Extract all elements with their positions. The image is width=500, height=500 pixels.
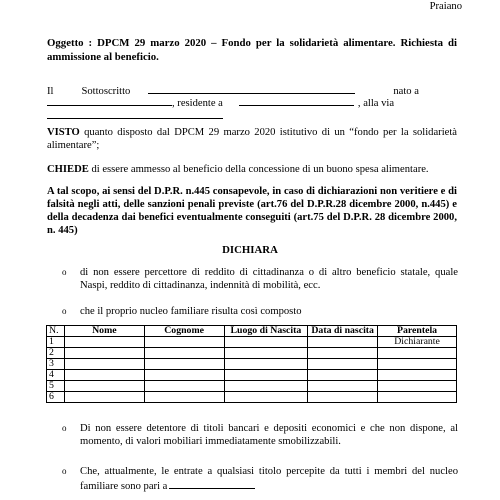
chiede-paragraph <box>47 163 457 176</box>
col-header-n: N. <box>47 326 65 337</box>
alla-via-label: , alla via <box>357 98 395 109</box>
bullet-no-income: di non essere percettore di reddito di cittadinanza o di altro beneficio statale, quale Naspi, reddito di cittadinanza, indennità di mobilità, ecc. <box>80 267 458 291</box>
il-label: Il <box>47 86 54 97</box>
cell-number: 2 <box>47 348 65 359</box>
nato-a-label: nato a <box>393 86 419 97</box>
cell-parentela[interactable] <box>378 381 457 392</box>
bullet-marker: o <box>62 466 67 476</box>
cell-cognome[interactable] <box>144 348 224 359</box>
table-row <box>47 359 457 370</box>
cell-number: 3 <box>47 359 65 370</box>
bullet-marker: o <box>62 306 67 316</box>
chiede-text: di essere ammesso al beneficio della concessione di un buono spesa alimentare. <box>88 164 429 175</box>
residente-label: , residente a <box>172 98 223 109</box>
subject-line: Oggetto : DPCM 29 marzo 2020 – Fondo per la solidarietà alimentare. Richiesta di ammissione al beneficio. <box>47 37 457 63</box>
cell-parentela[interactable]: Dichiarante <box>378 337 457 348</box>
family-table <box>46 325 457 403</box>
bullet-marker: o <box>62 267 67 277</box>
table-row <box>47 392 457 403</box>
cell-number: 6 <box>47 392 65 403</box>
birthplace-blank[interactable] <box>47 95 172 106</box>
col-header-luogo: Luogo di Nascita <box>224 326 308 337</box>
col-header-parentela: Parentela <box>378 326 457 337</box>
table-row <box>47 370 457 381</box>
cell-number: 1 <box>47 337 65 348</box>
chiede-lead: CHIEDE <box>47 164 89 175</box>
bullet-marker: o <box>62 423 67 433</box>
sottoscritto-label: Sottoscritto <box>81 86 131 97</box>
cell-nome[interactable] <box>64 337 144 348</box>
cell-luogo[interactable] <box>224 337 308 348</box>
bullet-no-bank-assets: Di non essere detentore di titoli bancari e depositi economici e che non dispone, al momento, di valori mobiliari immediatamente smobilizzabili. <box>80 423 458 447</box>
cell-luogo[interactable] <box>224 381 308 392</box>
dichiara-heading: DICHIARA <box>222 244 278 256</box>
cell-nome[interactable] <box>64 348 144 359</box>
col-header-nome: Nome <box>64 326 144 337</box>
table-row <box>47 381 457 392</box>
table-header-row <box>47 326 457 337</box>
cell-number: 4 <box>47 370 65 381</box>
cell-luogo[interactable] <box>224 392 308 403</box>
cell-nome[interactable] <box>64 370 144 381</box>
bullet-family-composition: che il proprio nucleo familiare risulta così composto <box>80 306 302 317</box>
visto-paragraph <box>47 126 457 152</box>
cell-nome[interactable] <box>64 381 144 392</box>
cell-data[interactable] <box>308 337 378 348</box>
place-name: Praiano <box>429 1 462 12</box>
cell-cognome[interactable] <box>144 392 224 403</box>
cell-data[interactable] <box>308 348 378 359</box>
cell-data[interactable] <box>308 392 378 403</box>
cell-cognome[interactable] <box>144 359 224 370</box>
cell-nome[interactable] <box>64 392 144 403</box>
cell-parentela[interactable] <box>378 370 457 381</box>
cell-parentela[interactable] <box>378 359 457 370</box>
name-blank[interactable] <box>148 83 355 94</box>
cell-nome[interactable] <box>64 359 144 370</box>
col-header-cognome: Cognome <box>144 326 224 337</box>
residence-blank[interactable] <box>239 95 354 106</box>
cell-parentela[interactable] <box>378 348 457 359</box>
cell-parentela[interactable] <box>378 392 457 403</box>
income-text: Che, attualmente, le entrate a qualsiasi titolo percepite da tutti i membri del nucleo familiare sono pari a <box>80 466 458 492</box>
col-header-data: Data di nascita <box>308 326 378 337</box>
cell-luogo[interactable] <box>224 359 308 370</box>
table-row <box>47 337 457 348</box>
table-row <box>47 348 457 359</box>
visto-text: quanto disposto dal DPCM 29 marzo 2020 istitutivo di un “fondo per la solidarietà alimentare”; <box>47 127 457 151</box>
street-blank[interactable] <box>47 108 223 119</box>
legal-declaration-paragraph: A tal scopo, ai sensi del D.P.R. n.445 consapevole, in caso di dichiarazioni non veritiere e di falsità negli atti, delle sanzioni penali previste (art.76 del D.P.R.28 dicembre 2000, n.445) e della decadenza dai benefici eventualmente conseguiti (art.75 del D.P.R. 28 dicembre 2000, n. 445) <box>47 186 457 236</box>
cell-luogo[interactable] <box>224 370 308 381</box>
cell-cognome[interactable] <box>144 337 224 348</box>
undersigned-line-3 <box>47 108 227 123</box>
cell-cognome[interactable] <box>144 381 224 392</box>
cell-data[interactable] <box>308 359 378 370</box>
bullet-income <box>80 465 458 493</box>
cell-number: 5 <box>47 381 65 392</box>
cell-data[interactable] <box>308 381 378 392</box>
income-blank[interactable] <box>169 478 255 489</box>
cell-data[interactable] <box>308 370 378 381</box>
visto-lead: VISTO <box>47 127 80 138</box>
cell-cognome[interactable] <box>144 370 224 381</box>
cell-luogo[interactable] <box>224 348 308 359</box>
